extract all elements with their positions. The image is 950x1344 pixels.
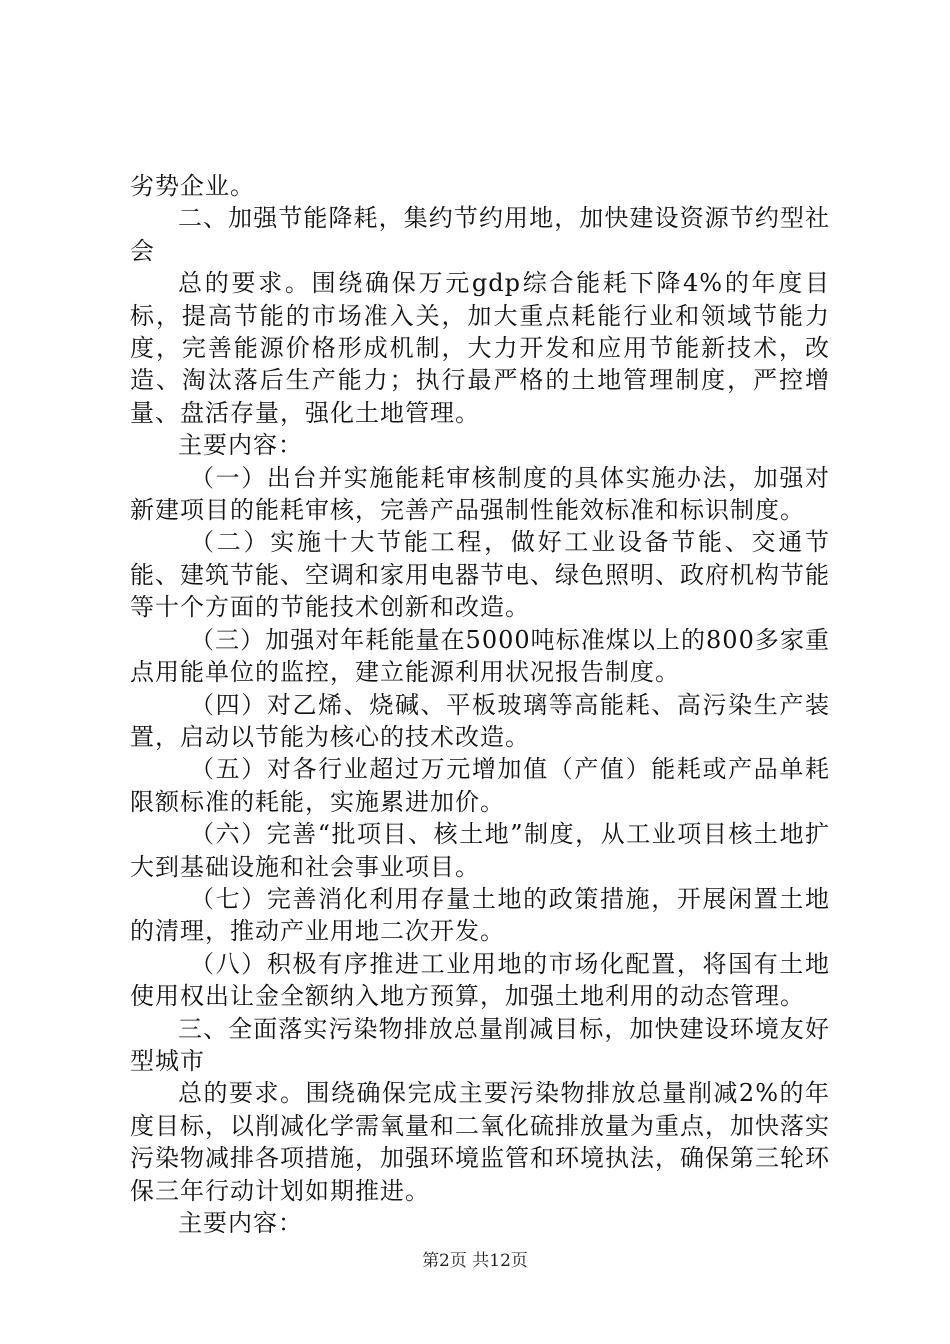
- list-item: （七）完善消化利用存量土地的政策措施，开展闲置土地的清理，推动产业用地二次开发。: [130, 884, 830, 946]
- paragraph: 总的要求。围绕确保完成主要污染物排放总量削减2%的年度目标，以削减化学需氧量和二氧化硫排放量为重点，加快落实污染物减排各项措施，加强环境监管和环境执法，确保第三轮环保三年行动计划如期推进。: [130, 1079, 830, 1205]
- section-heading: 二、加强节能降耗，集约节约用地，加快建设资源节约型社会: [130, 204, 830, 265]
- subheading: 主要内容：: [178, 431, 303, 460]
- page-number-footer: 第2页 共12页: [422, 1251, 528, 1271]
- list-item: （四）对乙烯、烧碱、平板玻璃等高能耗、高污染生产装置，启动以节能为核心的技术改造。: [130, 690, 830, 751]
- section-heading: 三、全面落实污染物排放总量削减目标，加快建设环境友好型城市: [130, 1014, 830, 1075]
- list-item: （五）对各行业超过万元增加值（产值）能耗或产品单耗限额标准的耗能，实施累进加价。: [130, 755, 830, 816]
- paragraph: 总的要求。围绕确保万元gdp综合能耗下降4%的年度目标，提高节能的市场准入关，加大重点耗能行业和领域节能力度，完善能源价格形成机制，大力开发和应用节能新技术，改造、淘汰落后生产能力；执行最严格的土地管理制度，严控增量、盘活存量，强化土地管理。: [130, 269, 830, 427]
- list-item: （八）积极有序推进工业用地的市场化配置，将国有土地使用权出让金全额纳入地方预算，加强土地利用的动态管理。: [130, 949, 830, 1011]
- list-item: （六）完善“批项目、核土地”制度，从工业项目核土地扩大到基础设施和社会事业项目。: [130, 820, 830, 881]
- list-item: （二）实施十大节能工程，做好工业设备节能、交通节能、建筑节能、空调和家用电器节电、绿色照明、政府机构节能等十个方面的节能技术创新和改造。: [130, 528, 830, 622]
- paragraph: 劣势企业。: [130, 172, 255, 200]
- list-item: （一）出台并实施能耗审核制度的具体实施办法，加强对新建项目的能耗审核，完善产品强制性能效标准和标识制度。: [130, 463, 830, 525]
- document-body: [130, 170, 830, 1239]
- subheading: 主要内容：: [178, 1209, 303, 1237]
- list-item: （三）加强对年耗能量在5000吨标准煤以上的800多家重点用能单位的监控，建立能源利用状况报告制度。: [130, 625, 830, 687]
